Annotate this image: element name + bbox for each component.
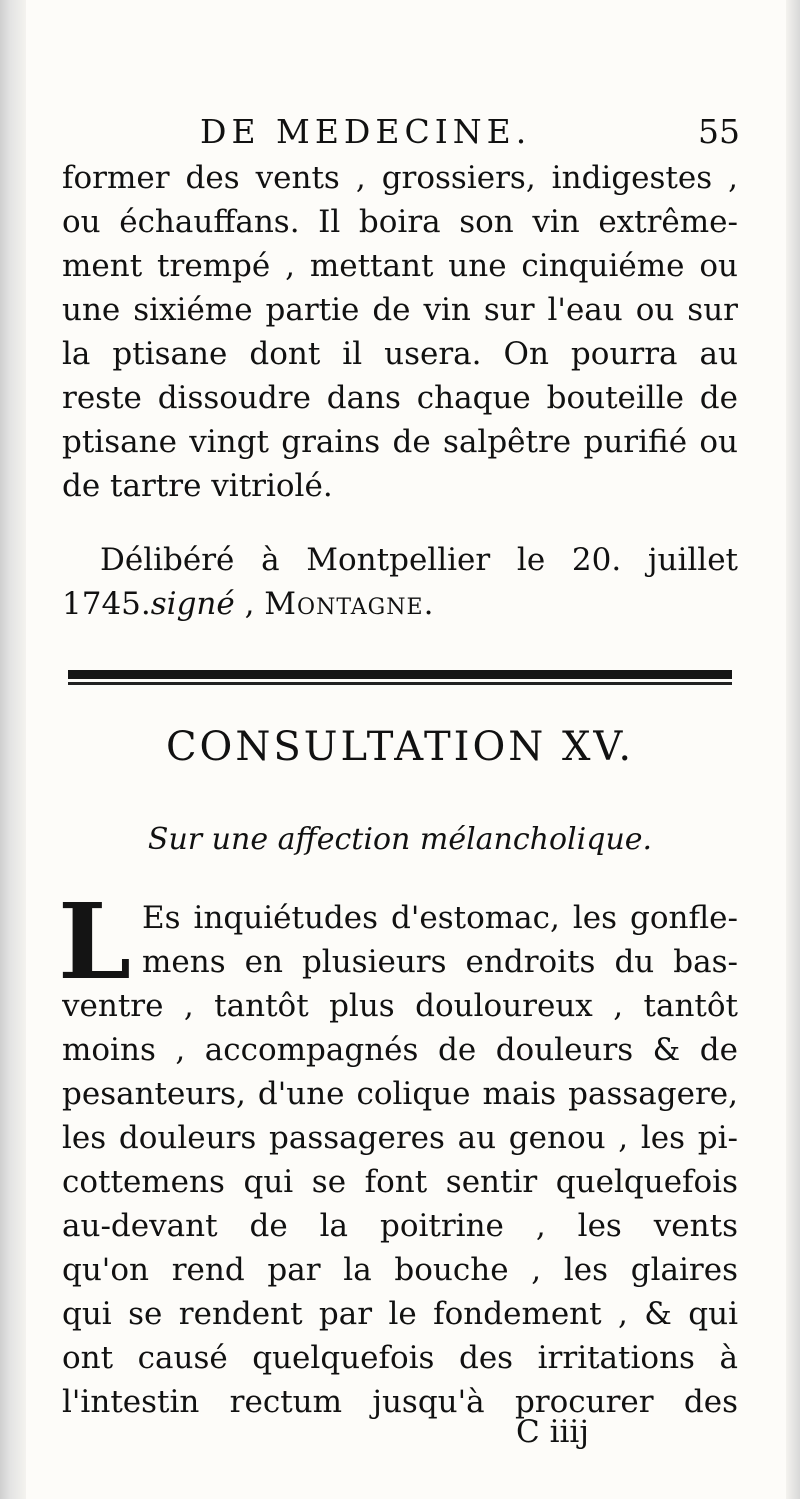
text-line: la ptisane dont il usera. On pourra au [62, 336, 738, 372]
page-gutter-shadow [0, 0, 26, 1499]
text-line: de tartre vitriolé. [62, 468, 333, 504]
paragraph-main [62, 896, 738, 1424]
text-line: les douleurs passageres au genou , les pi- [62, 1120, 738, 1156]
text-line: former des vents , grossiers, indigestes , [62, 160, 738, 196]
text-line: moins , accompagnés de douleurs & de [62, 1032, 738, 1068]
text-line: l'intestin rectum jusqu'à procurer des [62, 1384, 738, 1420]
text-line: pesanteurs, d'une colique mais passagere, [62, 1076, 738, 1112]
signature-separator: , [234, 586, 265, 622]
signature-year: 1745. [62, 586, 151, 622]
paragraph-continuation [62, 156, 738, 508]
signature-block [62, 538, 738, 626]
text-line: reste dissoudre dans chaque bouteille de [62, 380, 738, 416]
text-line: ventre , tantôt plus douloureux , tantôt [62, 988, 738, 1024]
catchword-signature: C iiij [516, 1414, 589, 1450]
signature-name: Montagne. [264, 586, 435, 622]
text-line: ptisane vingt grains de salpêtre purifié ou [62, 424, 738, 460]
section-divider-thick [68, 670, 732, 679]
text-line: qui se rendent par le fondement , & qui [62, 1296, 738, 1332]
signature-place-date: Délibéré à Montpellier le 20. juillet [100, 542, 738, 578]
text-line: une sixiéme partie de vin sur l'eau ou sur [62, 292, 738, 328]
signature-signed: signé [150, 586, 235, 622]
running-title: DE MEDECINE. [200, 112, 532, 151]
text-line: qu'on rend par la bouche , les glaires [62, 1252, 738, 1288]
section-subtitle: Sur une affection mélancholique. [147, 822, 653, 857]
text-line: ou échauffans. Il boira son vin extrême- [62, 204, 738, 240]
text-line: mens en plusieurs endroits du bas- [142, 944, 738, 980]
text-line: ment trempé , mettant une cinquiéme ou [62, 248, 738, 284]
running-header [200, 112, 740, 156]
drop-cap: L [58, 880, 132, 1003]
page-number: 55 [698, 112, 740, 151]
text-line: cottemens qui se font sentir quelquefois [62, 1164, 738, 1200]
section-heading: CONSULTATION XV. [165, 724, 635, 770]
section-divider-thin [68, 682, 732, 685]
text-line: ont causé quelquefois des irritations à [62, 1340, 738, 1376]
text-line: au-devant de la poitrine , les vents [62, 1208, 738, 1244]
text-line: Es inquiétudes d'estomac, les gonfle- [142, 900, 738, 936]
signature-line [62, 582, 738, 626]
page-edge-shadow [786, 0, 800, 1499]
